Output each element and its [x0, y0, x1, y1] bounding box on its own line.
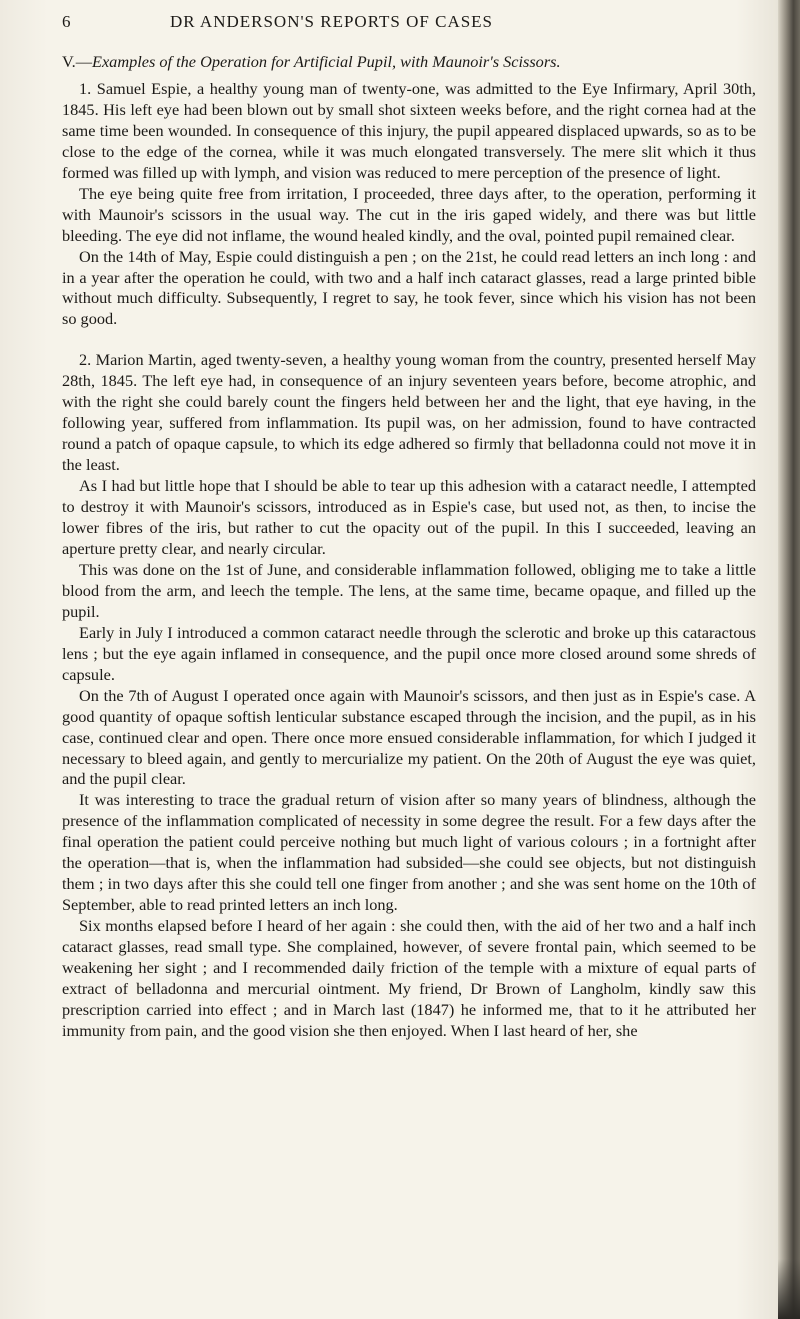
- running-title: DR ANDERSON'S REPORTS OF CASES: [170, 12, 494, 31]
- body-text: [62, 52, 756, 1042]
- section-heading: [62, 52, 756, 73]
- page-header: [40, 12, 780, 40]
- paragraph: It was interesting to trace the gradual return of vision after so many years of blindness, although the presence of the inflammation complicated of necessity in some degree the result. For a few days after the final operation the patient could perceive nothing but much light of various colours ; in a fortnight after the operation—that is, when the inflammation had subsided—she could see objects, but not distinguish them ; in two days after this she could tell one finger from another ; and she was sent home on the 10th of September, able to read printed letters an inch long.: [62, 790, 756, 915]
- page-number: 6: [62, 12, 71, 31]
- paragraph: On the 14th of May, Espie could distinguish a pen ; on the 21st, he could read letters an inch long : and in a year after the operation he could, with two and a half inch cataract glasses, read a large printed bible without much difficulty. Subsequently, I regret to say, he took fever, since which his vision has not been so good.: [62, 246, 756, 329]
- paragraph: As I had but little hope that I should be able to tear up this adhesion with a cataract needle, I attempted to destroy it with Maunoir's scissors, introduced as in Espie's case, but used not, as then, to incise the lower fibres of the iris, but rather to cut the opacity out of the pupil. In this I succeeded, leaving an aperture pretty clear, and nearly circular.: [62, 476, 756, 558]
- paragraph: The eye being quite free from irritation, I proceeded, three days after, to the operation, performing it with Maunoir's scissors in the usual way. The cut in the iris gaped widely, and there was but little bleeding. The eye did not inflame, the wound healed kindly, and the oval, pointed pupil remained clear.: [62, 183, 756, 245]
- section-number: V.—: [62, 52, 93, 71]
- paragraph: 2. Marion Martin, aged twenty-seven, a healthy young woman from the country, presented herself May 28th, 1845. The left eye had, in consequence of an injury seventeen years before, become atrophic, and with the right she could barely count the fingers held between her and the light, that eye having, in the following year, suffered from inflammation. Its pupil was, on her admission, found to have contracted round a patch of opaque capsule, to which its edge adhered so firmly that belladonna could not move it in the least.: [62, 350, 756, 475]
- paragraph: Six months elapsed before I heard of her again : she could then, with the aid of her two and a half inch cataract glasses, read small type. She complained, however, of severe frontal pain, which seemed to be weakening her sight ; and I recommended daily friction of the temple with a mixture of equal parts of extract of belladonna and mercurial ointment. My friend, Dr Brown of Langholm, kindly saw this prescription carried into effect ; and in March last (1847) he informed me, that to it he attributed her immunity from pain, and the good vision she then enjoyed. When I last heard of her, she: [62, 916, 756, 1040]
- paragraph: Early in July I introduced a common cataract needle through the sclerotic and broke up this cataractous lens ; but the eye again inflamed in consequence, and the pupil once more closed around some shreds of capsule.: [62, 622, 756, 684]
- book-spine-shadow: [778, 0, 800, 1319]
- section-title: Examples of the Operation for Artificial Pupil, with Maunoir's Scissors.: [92, 52, 561, 71]
- paragraph: 1. Samuel Espie, a healthy young man of twenty-one, was admitted to the Eye Infirmary, April 30th, 1845. His left eye had been blown out by small shot sixteen weeks before, and the right cornea had at the same time been wounded. In consequence of this injury, the pupil appeared displaced upwards, so as to be close to the edge of the cornea, while it was much elongated transversely. The mere slit which it thus formed was filled up with lymph, and vision was reduced to mere perception of the presence of light.: [62, 78, 756, 182]
- paragraph: This was done on the 1st of June, and considerable inflammation followed, obliging me to take a little blood from the arm, and leech the temple. The lens, at the same time, became opaque, and filled up the pupil.: [62, 559, 756, 621]
- paragraph: On the 7th of August I operated once again with Maunoir's scissors, and then just as in Espie's case. A good quantity of opaque softish lenticular substance escaped through the incision, and the pupil, as in his case, continued clear and open. There once more ensued considerable inflammation, for which I judged it necessary to bleed again, and gently to mercurialize my patient. On the 20th of August the eye was quiet, and the pupil clear.: [62, 685, 756, 789]
